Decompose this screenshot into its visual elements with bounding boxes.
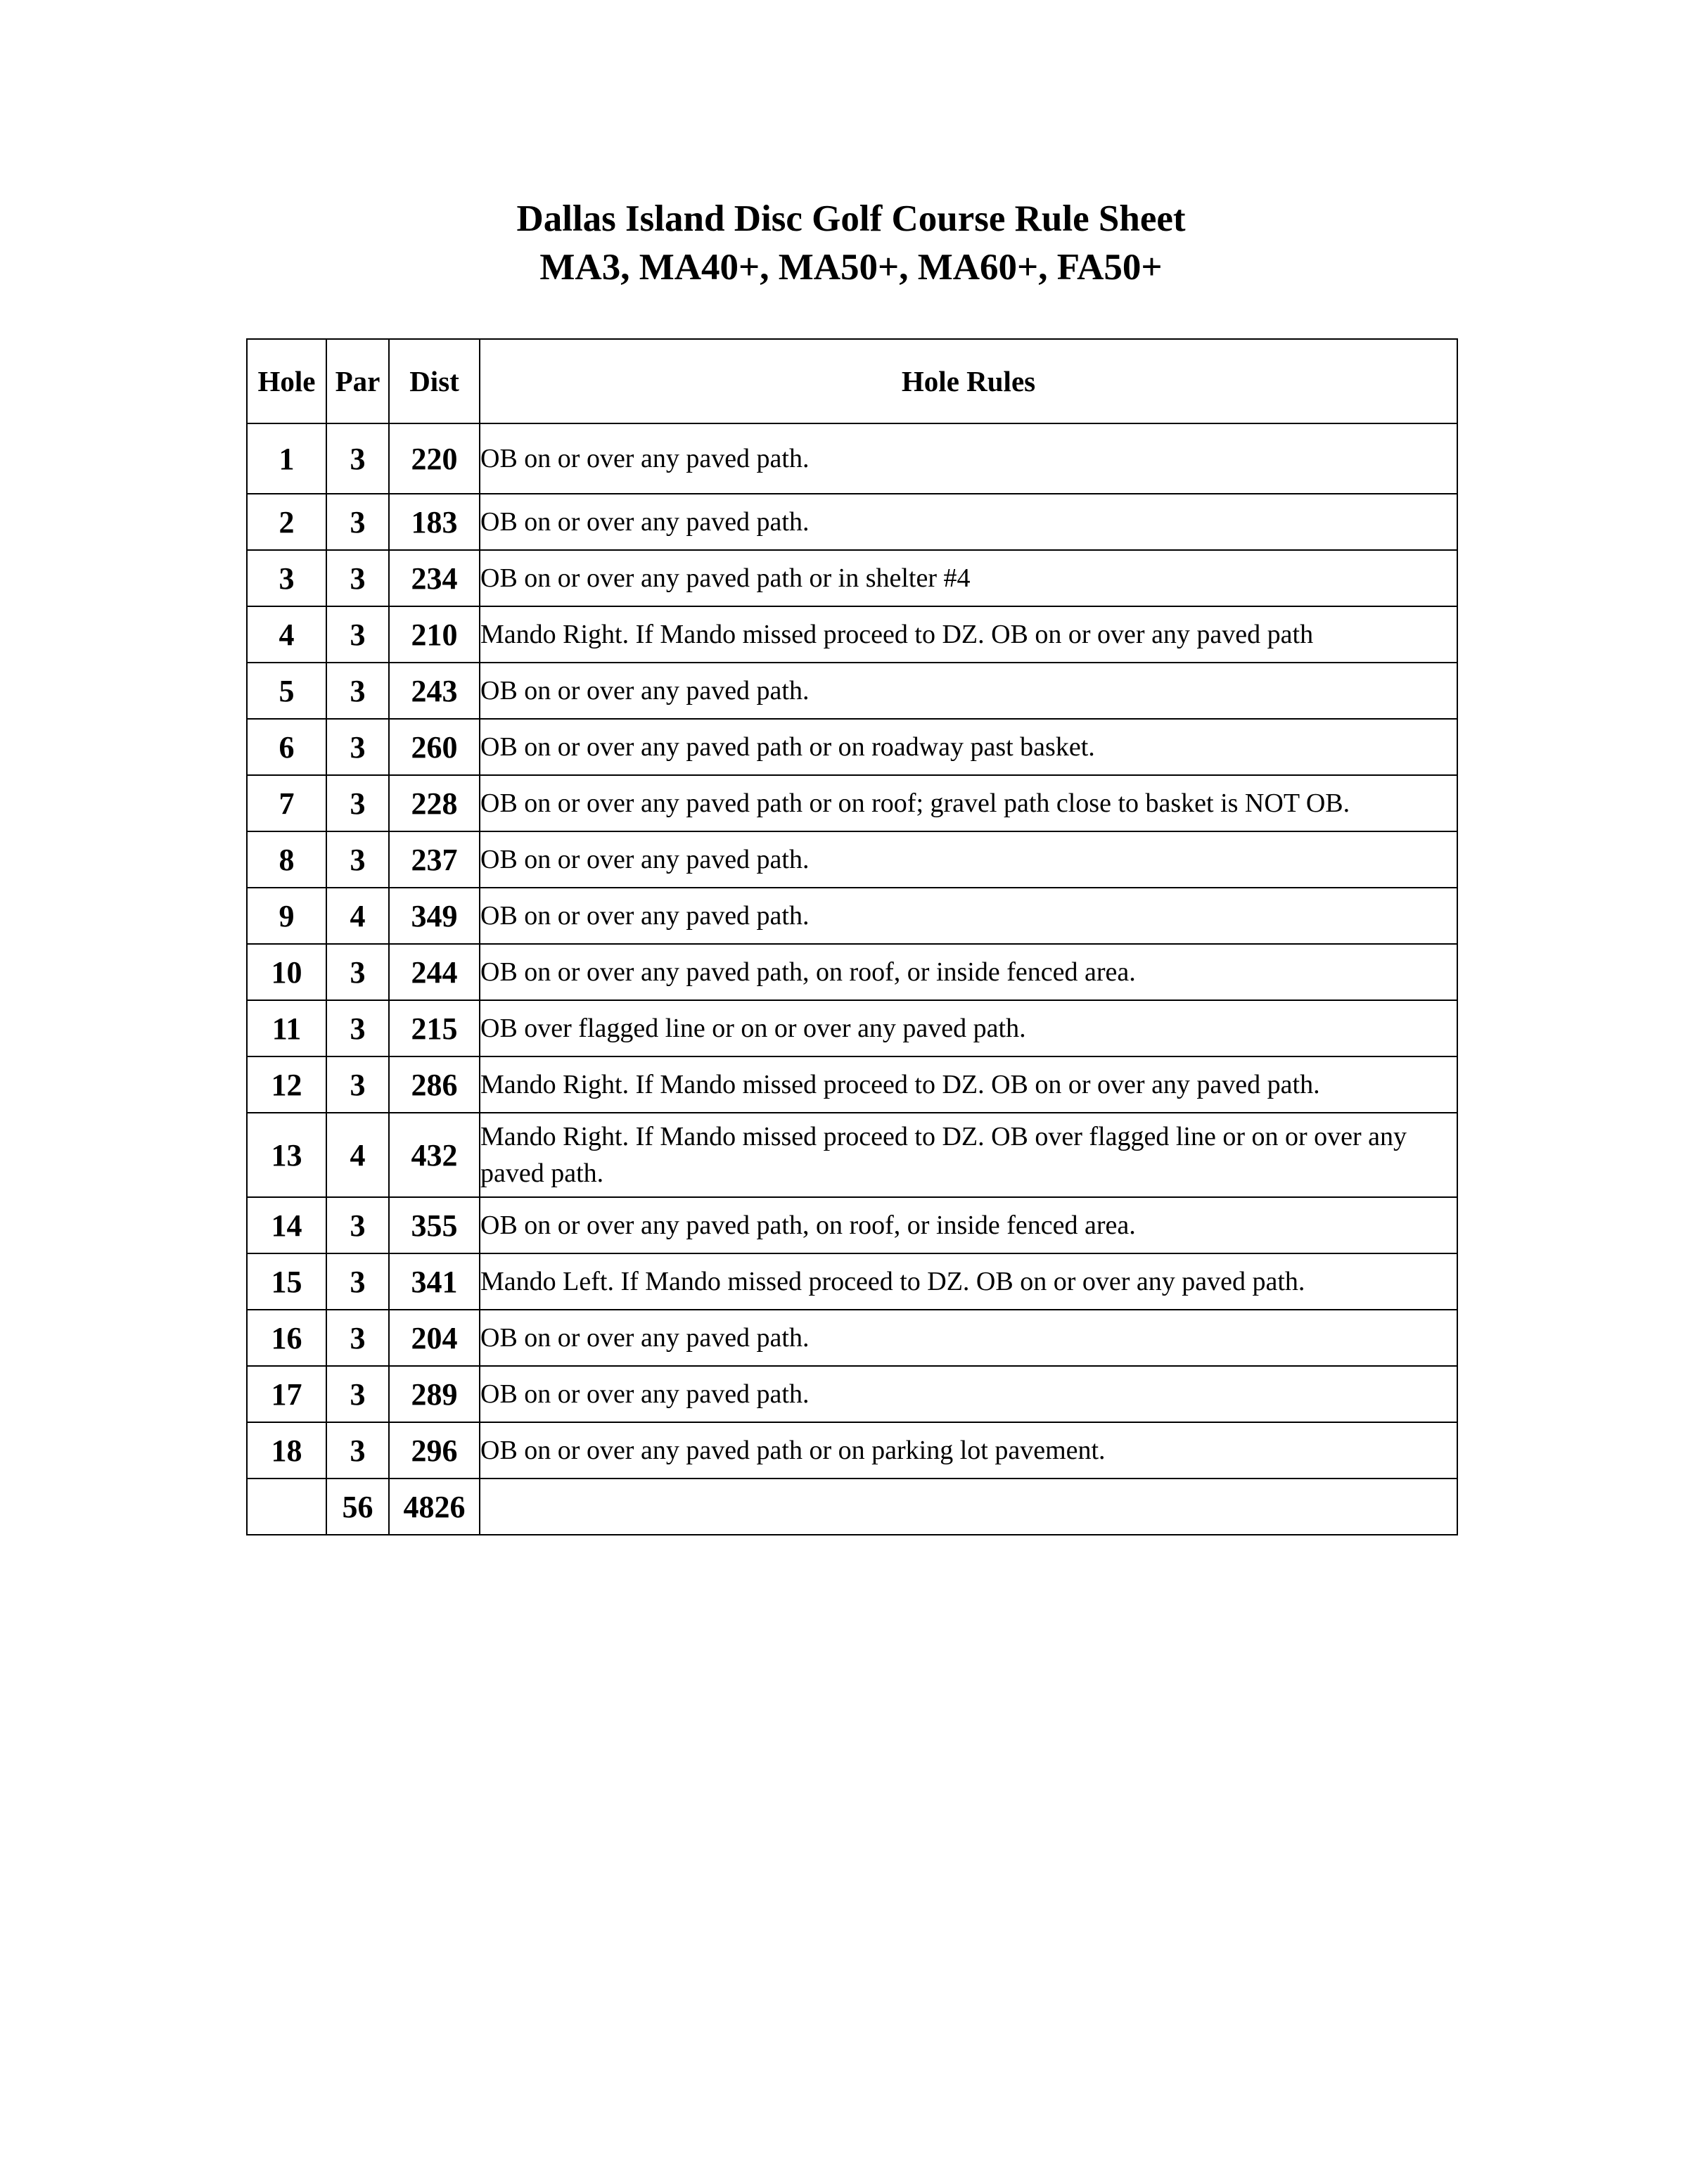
hole-number: 5 xyxy=(247,663,326,719)
hole-number: 15 xyxy=(247,1253,326,1310)
hole-number: 4 xyxy=(247,606,326,663)
table-row xyxy=(247,719,1457,775)
hole-number: 2 xyxy=(247,494,326,550)
hole-par: 3 xyxy=(326,1422,389,1479)
hole-par: 4 xyxy=(326,1113,389,1197)
rules-table xyxy=(246,338,1458,1535)
total-par: 56 xyxy=(326,1479,389,1535)
hole-distance: 210 xyxy=(389,606,480,663)
hole-par: 4 xyxy=(326,888,389,944)
hole-distance: 260 xyxy=(389,719,480,775)
hole-number: 3 xyxy=(247,550,326,606)
hole-distance: 243 xyxy=(389,663,480,719)
hole-par: 3 xyxy=(326,1197,389,1253)
hole-rule: OB on or over any paved path or on parking lot pavement. xyxy=(480,1422,1457,1479)
hole-par: 3 xyxy=(326,719,389,775)
page-title: Dallas Island Disc Golf Course Rule Sheet xyxy=(516,198,1186,239)
hole-number: 18 xyxy=(247,1422,326,1479)
table-row xyxy=(247,1366,1457,1422)
table-row xyxy=(247,423,1457,494)
table-row xyxy=(247,494,1457,550)
hole-number: 7 xyxy=(247,775,326,831)
totals-row xyxy=(247,1479,1457,1535)
hole-number: 14 xyxy=(247,1197,326,1253)
hole-distance: 220 xyxy=(389,423,480,494)
hole-distance: 349 xyxy=(389,888,480,944)
hole-distance: 204 xyxy=(389,1310,480,1366)
hole-distance: 296 xyxy=(389,1422,480,1479)
hole-rule: OB on or over any paved path. xyxy=(480,494,1457,550)
hole-rule: Mando Left. If Mando missed proceed to DZ. OB on or over any paved path. xyxy=(480,1253,1457,1310)
hole-par: 3 xyxy=(326,663,389,719)
total-distance: 4826 xyxy=(389,1479,480,1535)
hole-rule: OB on or over any paved path or on roof; gravel path close to basket is NOT OB. xyxy=(480,775,1457,831)
table-row xyxy=(247,606,1457,663)
hole-distance: 286 xyxy=(389,1056,480,1113)
hole-number: 6 xyxy=(247,719,326,775)
hole-rule: Mando Right. If Mando missed proceed to DZ. OB on or over any paved path. xyxy=(480,1056,1457,1113)
table-row xyxy=(247,775,1457,831)
hole-rule: OB on or over any paved path or in shelter #4 xyxy=(480,550,1457,606)
hole-rule: OB on or over any paved path, on roof, or inside fenced area. xyxy=(480,1197,1457,1253)
table-header-row xyxy=(247,339,1457,423)
table-row xyxy=(247,1422,1457,1479)
table-row xyxy=(247,1000,1457,1056)
table-row xyxy=(247,944,1457,1000)
hole-rule: OB on or over any paved path. xyxy=(480,663,1457,719)
table-row xyxy=(247,1197,1457,1253)
hole-number: 1 xyxy=(247,423,326,494)
table-row xyxy=(247,663,1457,719)
hole-par: 3 xyxy=(326,1310,389,1366)
header-dist: Dist xyxy=(389,339,480,423)
total-hole xyxy=(247,1479,326,1535)
hole-distance: 432 xyxy=(389,1113,480,1197)
table-row xyxy=(247,1056,1457,1113)
hole-rule: OB on or over any paved path or on roadway past basket. xyxy=(480,719,1457,775)
hole-rule: OB on or over any paved path. xyxy=(480,423,1457,494)
hole-number: 11 xyxy=(247,1000,326,1056)
hole-par: 3 xyxy=(326,1366,389,1422)
hole-rule: OB on or over any paved path, on roof, or inside fenced area. xyxy=(480,944,1457,1000)
hole-rule: OB on or over any paved path. xyxy=(480,831,1457,888)
hole-distance: 183 xyxy=(389,494,480,550)
table-row xyxy=(247,550,1457,606)
hole-rule: OB on or over any paved path. xyxy=(480,1310,1457,1366)
table-row xyxy=(247,1310,1457,1366)
hole-distance: 228 xyxy=(389,775,480,831)
hole-par: 3 xyxy=(326,494,389,550)
hole-rule: OB on or over any paved path. xyxy=(480,888,1457,944)
hole-number: 12 xyxy=(247,1056,326,1113)
hole-distance: 289 xyxy=(389,1366,480,1422)
hole-distance: 215 xyxy=(389,1000,480,1056)
hole-par: 3 xyxy=(326,1000,389,1056)
hole-number: 8 xyxy=(247,831,326,888)
hole-distance: 355 xyxy=(389,1197,480,1253)
hole-number: 16 xyxy=(247,1310,326,1366)
hole-par: 3 xyxy=(326,550,389,606)
hole-distance: 234 xyxy=(389,550,480,606)
hole-rule: Mando Right. If Mando missed proceed to DZ. OB over flagged line or on or over any paved path. xyxy=(480,1113,1457,1197)
hole-par: 3 xyxy=(326,1253,389,1310)
hole-distance: 244 xyxy=(389,944,480,1000)
hole-par: 3 xyxy=(326,831,389,888)
hole-distance: 341 xyxy=(389,1253,480,1310)
hole-number: 13 xyxy=(247,1113,326,1197)
page-subtitle: MA3, MA40+, MA50+, MA60+, FA50+ xyxy=(539,247,1163,288)
hole-rule: OB over flagged line or on or over any paved path. xyxy=(480,1000,1457,1056)
header-par: Par xyxy=(326,339,389,423)
hole-number: 17 xyxy=(247,1366,326,1422)
hole-number: 9 xyxy=(247,888,326,944)
hole-par: 3 xyxy=(326,944,389,1000)
hole-par: 3 xyxy=(326,1056,389,1113)
table-row xyxy=(247,1253,1457,1310)
hole-rule: OB on or over any paved path. xyxy=(480,1366,1457,1422)
table-row xyxy=(247,831,1457,888)
header-hole-rules: Hole Rules xyxy=(480,339,1457,423)
hole-par: 3 xyxy=(326,423,389,494)
hole-par: 3 xyxy=(326,606,389,663)
hole-distance: 237 xyxy=(389,831,480,888)
hole-rule: Mando Right. If Mando missed proceed to DZ. OB on or over any paved path xyxy=(480,606,1457,663)
hole-number: 10 xyxy=(247,944,326,1000)
hole-par: 3 xyxy=(326,775,389,831)
header-hole: Hole xyxy=(247,339,326,423)
table-row xyxy=(247,888,1457,944)
total-rule xyxy=(480,1479,1457,1535)
page-header xyxy=(0,196,1688,290)
table-row xyxy=(247,1113,1457,1197)
